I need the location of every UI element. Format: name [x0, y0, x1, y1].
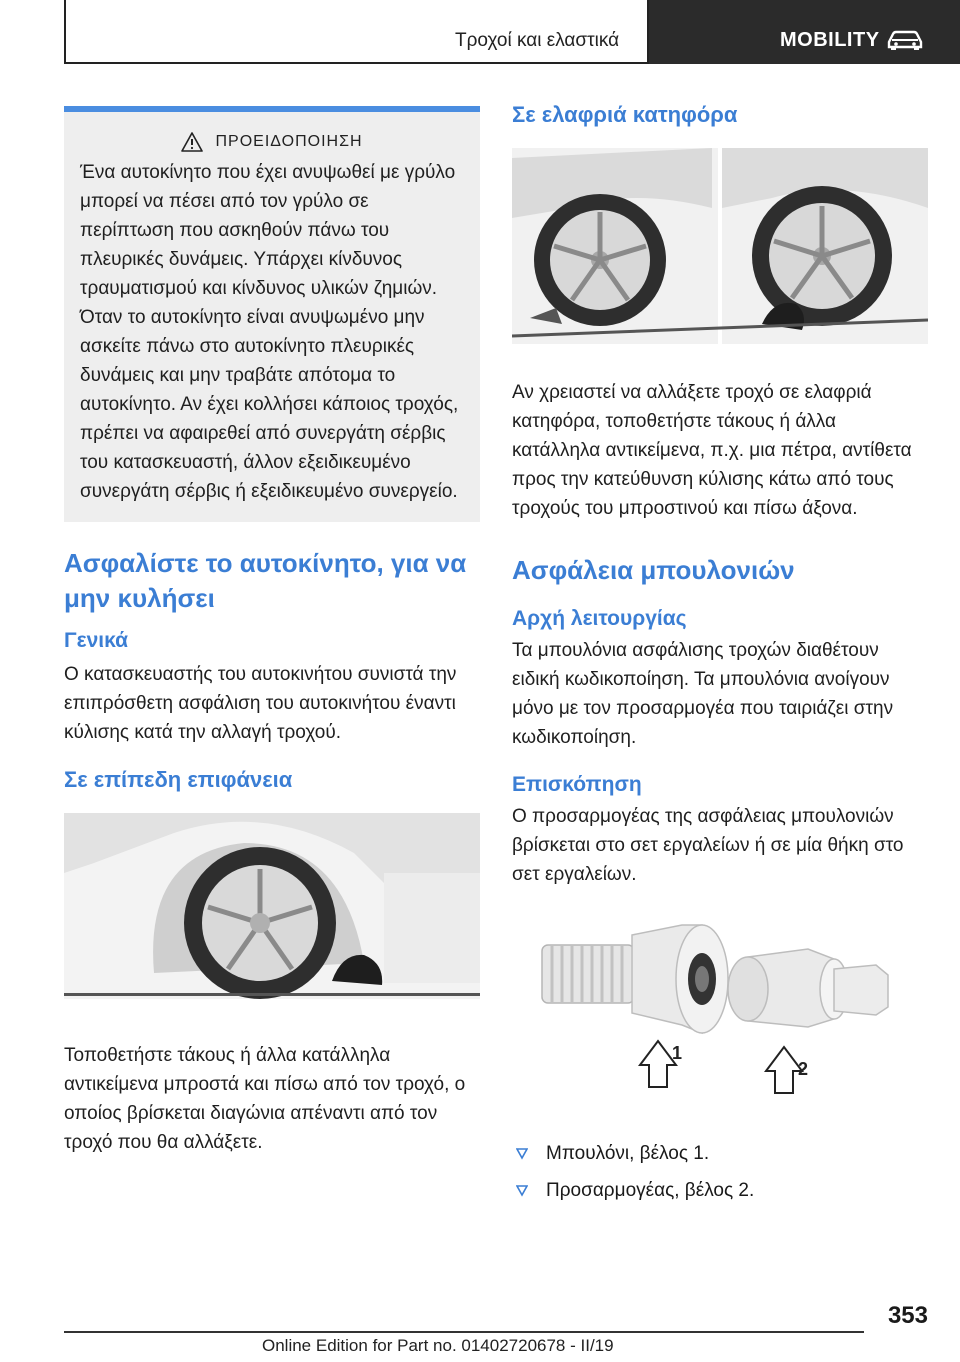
header-tab-label: MOBILITY — [780, 29, 880, 51]
arrow-label-1: 1 — [672, 1043, 683, 1063]
arrow-label-2: 2 — [798, 1059, 809, 1079]
overview-heading: Επισκόπηση — [512, 773, 642, 796]
bullet-text: Προσαρμογέας, βέλος 2. — [546, 1180, 755, 1201]
secure-car-heading: Ασφαλίστε το αυτοκίνητο, για να μην κυλήσει — [64, 548, 467, 613]
lug-bolts-heading: Ασφάλεια μπουλονιών — [512, 555, 795, 585]
header-section-title: Τροχοί και ελαστικά — [455, 30, 620, 51]
triangle-bullet-icon — [516, 1148, 528, 1160]
right-column — [512, 100, 928, 1213]
triangle-bullet-icon — [516, 1185, 528, 1197]
warning-text: Ένα αυτοκίνητο που έχει ανυψωθεί με γρύλο μπορεί να πέσει από τον γρύλο σε περίπτωση που ασκηθούν πάνω του πλευρικές δυνάμεις. Υπάρχει κίνδυνος τραυματισμού και κίνδυνος υλικών ζημιών. Όταν το αυτοκίνητο είναι ανυψωμένο μην ασκείτε πάνω στο αυτοκίνητο πλευρικές δυνάμεις και μην τραβάτε απότομα το αυτοκίνητο. Αν έχει κολλήσει κάποιος τροχός, πρέπει να αφαιρεθεί από συνεργάτη σέρβις του κατασκευαστή, άλλον εξειδικευμένο συνεργάτη σέρβις ή εξειδικευμένο συνεργείο. — [80, 162, 459, 502]
warning-triangle-icon — [181, 132, 203, 152]
flat-surface-heading: Σε επίπεδη επιφάνεια — [64, 767, 293, 792]
car-icon — [886, 30, 924, 50]
bullet-text: Μπουλόνι, βέλος 1. — [546, 1143, 710, 1164]
overview-text: Ο προσαρμογέας της ασφάλειας μπουλονιών βρίσκεται στο σετ εργαλείων ή σε μία θήκη στο σετ εργαλείων. — [512, 806, 904, 885]
lug-bolt-image — [512, 915, 928, 1115]
footer-divider — [64, 1331, 864, 1333]
general-heading: Γενικά — [64, 629, 129, 652]
warning-title: ΠΡΟΕΙΔΟΠΟΙΗΣΗ — [215, 133, 363, 150]
slope-image — [512, 148, 928, 344]
slope-text: Αν χρειαστεί να αλλάξετε τροχό σε ελαφριά κατηφόρα, τοποθετήστε τάκους ή άλλα κατάλληλα αντικείμενα, π.χ. μια πέτρα, αντίθετα προς την κατεύθυνση κύλισης κάτω από τους τροχούς του μπροστινού και πίσω άξονα. — [512, 382, 912, 519]
list-item — [512, 1176, 928, 1205]
principle-text: Τα μπουλόνια ασφάλισης τροχών διαθέτουν ειδική κωδικοποίηση. Τα μπουλόνια ανοίγουν μόνο με τον προσαρμογέα που ταιριάζει στην κωδικοποίηση. — [512, 640, 894, 748]
warning-box — [64, 106, 480, 522]
slope-heading: Σε ελαφριά κατηφόρα — [512, 102, 738, 127]
principle-heading: Αρχή λειτουργίας — [512, 607, 687, 630]
bullet-list — [512, 1139, 928, 1205]
page-number: 353 — [887, 1302, 928, 1329]
warning-header — [80, 132, 464, 152]
footer-edition: Online Edition for Part no. 01402720678 - II/19 — [262, 1336, 614, 1355]
flat-surface-text: Τοποθετήστε τάκους ή άλλα κατάλληλα αντικείμενα μπροστά και πίσω από τον τροχό, ο οποίος βρίσκεται διαγώνια απέναντι από τον τροχό που θα αλλάξετε. — [64, 1045, 466, 1153]
left-column — [64, 106, 480, 1157]
flat-surface-image — [64, 813, 480, 999]
list-item — [512, 1139, 928, 1168]
lug-bolt-drawing — [512, 915, 928, 1115]
general-text: Ο κατασκευαστής του αυτοκινήτου συνιστά την επιπρόσθετη ασφάλιση του αυτοκινήτου έναντι κύλισης κατά την αλλαγή τροχού. — [64, 664, 457, 743]
